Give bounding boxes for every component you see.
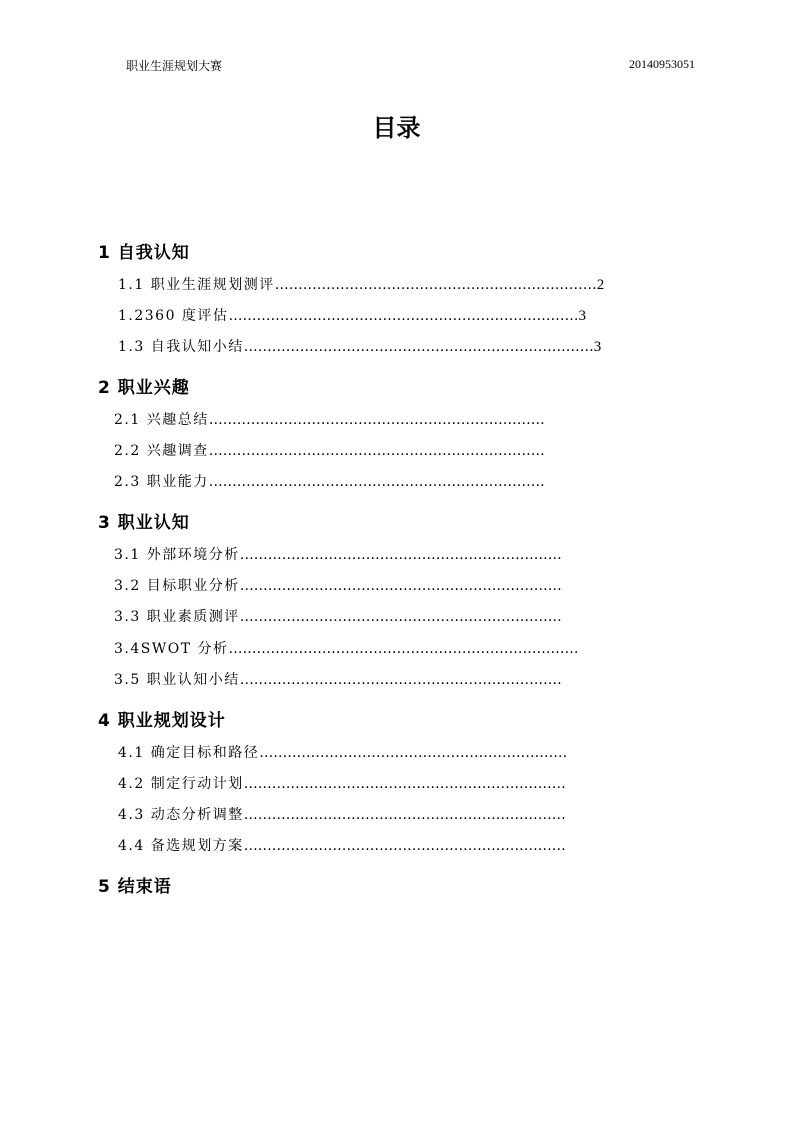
toc-entry[interactable] <box>118 276 604 294</box>
toc-leader-dots: …………………………………………………………… <box>243 807 566 823</box>
toc-entry-label: 4.1 确定目标和路径 <box>118 745 260 761</box>
page-title: 目录 <box>372 114 421 142</box>
toc-entry[interactable] <box>114 671 562 689</box>
header-left-text: 职业生涯规划大赛 <box>126 59 223 73</box>
toc-leader-dots: …………………………………………………………… <box>239 609 562 625</box>
toc-entry-page: 2 <box>596 277 605 293</box>
toc-entry[interactable] <box>118 744 567 762</box>
toc-leader-dots: …………………………………………………………… <box>239 672 562 688</box>
toc-entry-label: 2.3 职业能力 <box>114 474 209 490</box>
toc-leader-dots: …………………………………………………………… <box>274 277 597 293</box>
toc-section-heading: 5 结束语 <box>98 877 172 897</box>
toc-entry-label: 2.2 兴趣调查 <box>114 443 209 459</box>
toc-section-heading: 3 职业认知 <box>98 513 190 533</box>
toc-entry-label: 4.3 动态分析调整 <box>118 807 244 823</box>
toc-entry-label: 1.1 职业生涯规划测评 <box>118 277 275 293</box>
header-right-text: 20140953051 <box>629 57 695 71</box>
toc-leader-dots: …………………………………………………………… <box>239 578 562 594</box>
toc-section-heading: 4 职业规划设计 <box>98 711 226 731</box>
toc-entry[interactable] <box>114 608 562 626</box>
toc-leader-dots: ………………………………………………………………… <box>243 339 594 355</box>
toc-section-heading: 2 职业兴趣 <box>98 378 190 398</box>
toc-entry-label: 1.3 自我认知小结 <box>118 339 244 355</box>
toc-leader-dots: ………………………………………………………… <box>259 745 568 761</box>
toc-entry-label: 2.1 兴趣总结 <box>114 412 209 428</box>
toc-entry-label: 3.4SWOT 分析 <box>114 641 229 657</box>
toc-entry-label: 3.1 外部环境分析 <box>114 547 240 563</box>
toc-entry-page: 3 <box>578 308 586 324</box>
toc-entry[interactable] <box>114 577 562 595</box>
toc-leader-dots: ……………………………………………………………… <box>208 412 545 428</box>
toc-entry[interactable] <box>118 307 586 325</box>
toc-entry-label: 4.4 备选规划方案 <box>118 838 244 854</box>
toc-entry-label: 3.5 职业认知小结 <box>114 672 240 688</box>
toc-entry-label: 3.2 目标职业分析 <box>114 578 240 594</box>
toc-entry-label: 1.2360 度评估 <box>118 308 229 324</box>
toc-leader-dots: ……………………………………………………………… <box>208 474 545 490</box>
toc-section-heading: 1 自我认知 <box>98 243 190 263</box>
toc-entry[interactable] <box>118 837 566 855</box>
toc-leader-dots: …………………………………………………………… <box>243 838 566 854</box>
toc-entry[interactable] <box>118 775 566 793</box>
toc-leader-dots: …………………………………………………………… <box>243 776 566 792</box>
toc-leader-dots: ………………………………………………………………… <box>228 641 579 657</box>
toc-entry-label: 3.3 职业素质测评 <box>114 609 240 625</box>
toc-entry[interactable] <box>114 473 545 491</box>
toc-entry[interactable] <box>114 411 545 429</box>
toc-entry[interactable] <box>118 338 601 356</box>
toc-leader-dots: ………………………………………………………………… <box>228 308 579 324</box>
toc-entry[interactable] <box>114 640 579 658</box>
toc-entry[interactable] <box>118 806 566 824</box>
toc-leader-dots: ……………………………………………………………… <box>208 443 545 459</box>
toc-entry[interactable] <box>114 546 562 564</box>
toc-entry[interactable] <box>114 442 545 460</box>
toc-leader-dots: …………………………………………………………… <box>239 547 562 563</box>
toc-entry-page: 3 <box>593 339 602 355</box>
toc-entry-label: 4.2 制定行动计划 <box>118 776 244 792</box>
